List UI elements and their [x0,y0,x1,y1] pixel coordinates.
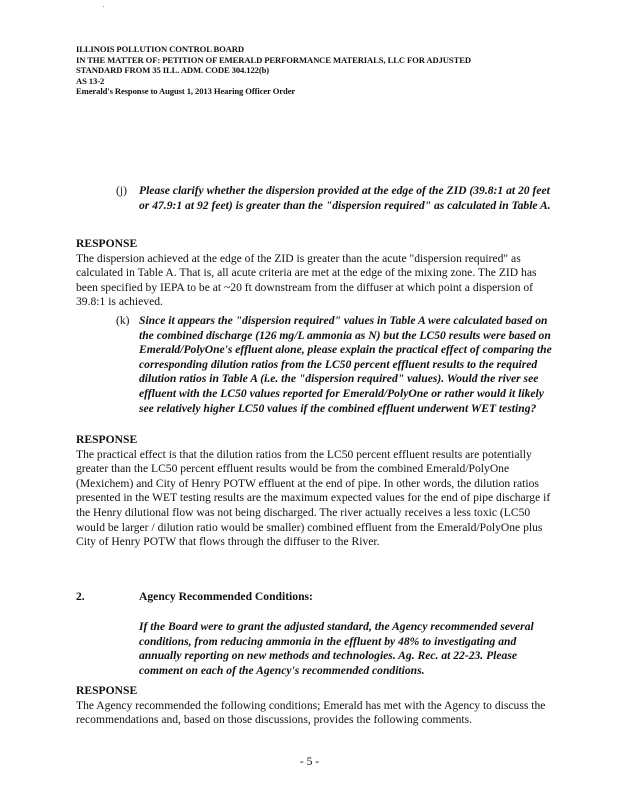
document-header [76,44,471,97]
question-j: Please clarify whether the dispersion provided at the edge of the ZID (39.8:1 at 20 feet or 47.9:1 at 92 feet) is greater than the "dispersion required" as calculated in Table A. [139,184,551,212]
response-heading: RESPONSE [76,433,138,446]
response-text: The practical effect is that the dilution ratios from the LC50 percent effluent results are potentially greater than the LC50 percent effluent results would be from the combined Emerald/PolyOne (Mexichem) and City of Henry POTW effluent at the end of pipe. In other words, the dilution ratios presented in the WET testing results are the maximum expected values for the end of pipe discharge if the Henry dilutional flow was not being discharged. The river actually receives a less toxic (LC50 would be larger / dilution ratio would be smaller) combined effluent from the Emerald/PolyOne plus City of Henry POTW that flows through the diffuser to the River. [76,447,551,549]
scan-speck [103,6,104,7]
item-label-k: (k) [116,314,130,327]
section-number: 2. [76,590,85,603]
response-k [76,433,556,550]
question-section-2: If the Board were to grant the adjusted standard, the Agency recommended several conditions, from reducing ammonia in the effluent by 48% to investigating and annually reporting on new methods and technologies. Ag. Rec. at 22-23. Please comment on each of the Agency's recommended conditions. [139,620,534,677]
response-j [76,237,556,310]
header-line: IN THE MATTER OF: PETITION OF EMERALD PERFORMANCE MATERIALS, LLC FOR ADJUSTED [76,54,471,65]
header-line: Emerald's Response to August 1, 2013 Hearing Officer Order [76,86,296,96]
response-text: The Agency recommended the following conditions; Emerald has met with the Agency to discuss the recommendations and, based on those discussions, provides the following comments. [76,698,546,727]
response-heading: RESPONSE [76,237,138,250]
response-section-2 [76,684,556,728]
header-line: AS 13-2 [76,75,105,86]
section-title: Agency Recommended Conditions: [139,590,313,603]
question-k: Since it appears the "dispersion required" values in Table A were calculated based on the combined discharge (126 mg/L ammonia as N) but the LC50 results were based on Emerald/PolyOne's effluent alone, please explain the practical effect of comparing the corresponding dilution ratios from the LC50 percent effluent results to the required dilution ratios in Table A (i.e. the "dispersion required" values). Would the river see effluent with the LC50 values reported for Emerald/PolyOne or rather would it likely see relatively higher LC50 values if the combined effluent underwent WET testing? [139,314,552,415]
header-line: STANDARD FROM 35 ILL. ADM. CODE 304.122(b) [76,65,270,75]
response-text: The dispersion achieved at the edge of the ZID is greater than the acute "dispersion required" as calculated in Table A. That is, all acute criteria are met at the edge of the mixing zone. The ZID has been specified by IEPA to be at ~20 ft downstream from the diffuser at which point a dispersion of 39.8:1 is achieved. [76,251,537,309]
response-heading: RESPONSE [76,684,138,697]
page-number: - 5 - [299,755,320,768]
header-line: ILLINOIS POLLUTION CONTROL BOARD [76,44,244,54]
item-label-j: (j) [116,184,127,197]
